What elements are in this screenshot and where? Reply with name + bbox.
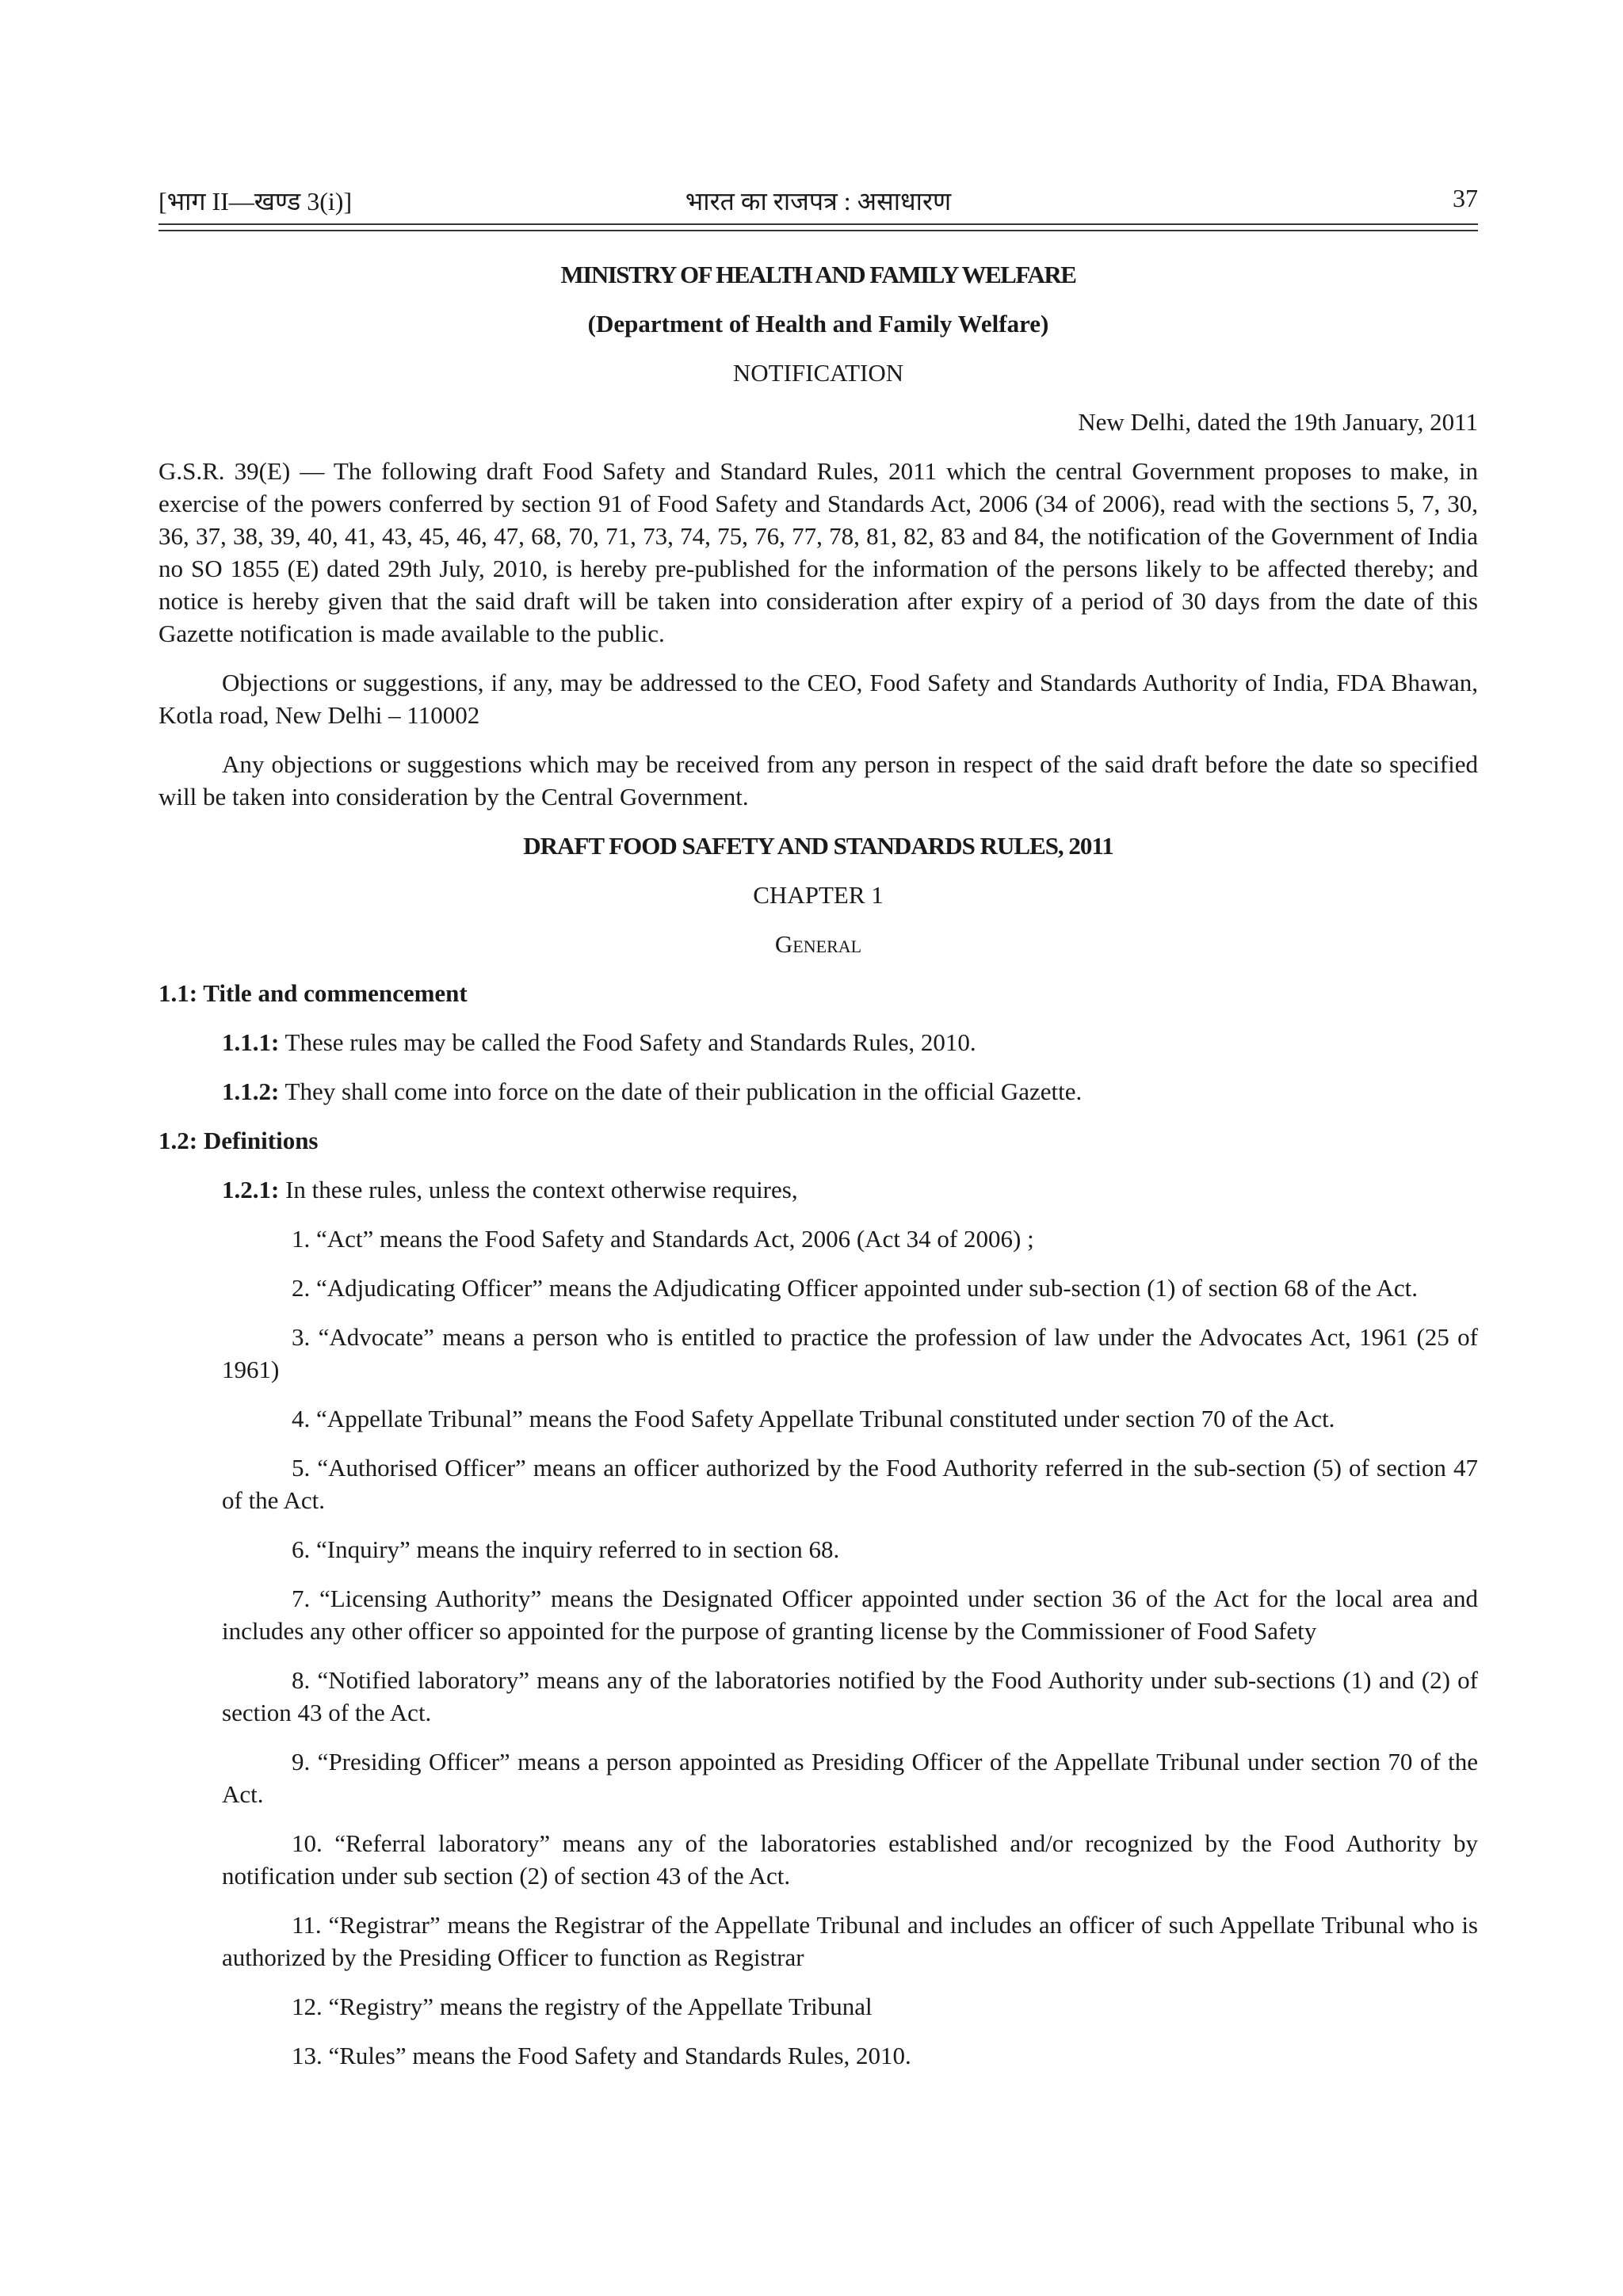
definition-item: 12. “Registry” means the registry of the Appellate Tribunal [292,1993,873,2020]
chapter-subtitle [158,928,1478,960]
department-title: (Department of Health and Family Welfare) [587,310,1049,338]
consideration-paragraph: Any objections or suggestions which may be received from any person in respect of the said draft before the date so specified will be taken into consideration by the Central Government. [158,750,1478,810]
intro-paragraph: G.S.R. 39(E) — The following draft Food Safety and Standard Rules, 2011 which the central Government proposes to make, in exercise of the powers conferred by section 91 of Food Safety and Standards Act, 2006 (34 of 2006), read with the sections 5, 7, 30, 36, 37, 38, 39, 40, 41, 43, 45, 46, 47, 68, 70, 71, 73, 74, 75, 76, 77, 78, 81, 82, 83 and 84, the notification of the Government of India no SO 1855 (E) dated 29th July, 2010, is hereby pre-published for the information of the persons likely to be affected thereby; and notice is hereby given that the said draft will be taken into consideration after expiry of a period of 30 days from the date of this Gazette notification is made available to the public. [158,457,1478,647]
definition-item: 1. “Act” means the Food Safety and Standards Act, 2006 (Act 34 of 2006) ; [292,1225,1034,1253]
date-line: New Delhi, dated the 19th January, 2011 [1078,408,1478,436]
chapter-title: CHAPTER 1 [753,881,884,909]
definition-item: 13. “Rules” means the Food Safety and Standards Rules, 2010. [292,2042,911,2069]
rule-label: 1.1.1: [222,1028,280,1056]
header-page-number: 37 [1453,184,1478,212]
rule-1-1-1 [158,1026,1478,1058]
definition-item: 9. “Presiding Officer” means a person appointed as Presiding Officer of the Appellate Tribunal under section 70 of the Act. [222,1748,1478,1808]
definition-item: 6. “Inquiry” means the inquiry referred to in section 68. [292,1535,840,1563]
document-body [158,258,1478,2088]
definition-item: 5. “Authorised Officer” means an officer authorized by the Food Authority referred in the sub-section (5) of section 47 of the Act. [222,1454,1478,1514]
header-gazette-title: भारत का राजपत्र : असाधारण [685,187,952,215]
ministry-title: MINISTRY OF HEALTH AND FAMILY WELFARE [560,261,1076,288]
rule-text: In these rules, unless the context otherwise requires, [279,1176,798,1203]
rule-label: 1.2.1: [222,1176,280,1203]
header-part-section: [भाग II—खण्ड 3(i)] [158,187,353,215]
definition-item: 7. “Licensing Authority” means the Designated Officer appointed under section 36 of the Act for the local area and includes any other officer so appointed for the purpose of granting license by the Commissioner of Food Safety [222,1585,1478,1645]
rule-label: 1.1.2: [222,1077,280,1105]
definition-item: 11. “Registrar” means the Registrar of the Appellate Tribunal and includes an officer of such Appellate Tribunal who is authorized by the Presiding Officer to function as Registrar [222,1911,1478,1971]
header-rule-bottom [158,230,1478,231]
section-heading-definitions: 1.2: Definitions [158,1127,319,1154]
header-rule-top [158,223,1478,225]
definition-item: 2. “Adjudicating Officer” means the Adjudicating Officer appointed under sub-section (1) of section 68 of the Act. [292,1274,1418,1302]
objections-paragraph: Objections or suggestions, if any, may be addressed to the CEO, Food Safety and Standards Authority of India, FDA Bhawan, Kotla road, New Delhi – 110002 [158,669,1478,729]
notification-label: NOTIFICATION [732,359,904,387]
rule-text: These rules may be called the Food Safety and Standards Rules, 2010. [279,1028,976,1056]
definition-item: 4. “Appellate Tribunal” means the Food Safety Appellate Tribunal constituted under section 70 of the Act. [292,1405,1335,1432]
page-header [158,184,1478,225]
definition-item: 8. “Notified laboratory” means any of the laboratories notified by the Food Authority under sub-sections (1) and (2) of section 43 of the Act. [222,1666,1478,1726]
definition-item: 3. “Advocate” means a person who is entitled to practice the profession of law under the Advocates Act, 1961 (25 of 1961) [222,1323,1478,1383]
section-heading-title-commencement: 1.1: Title and commencement [158,979,468,1007]
definition-item: 10. “Referral laboratory” means any of the laboratories established and/or recognized by the Food Authority by notification under sub section (2) of section 43 of the Act. [222,1829,1478,1890]
draft-rules-title: DRAFT FOOD SAFETY AND STANDARDS RULES, 2011 [523,832,1113,860]
rule-1-2-1 [158,1173,1478,1206]
rule-text: They shall come into force on the date of their publication in the official Gazette. [279,1077,1083,1105]
chapter-subtitle-text: General [774,930,862,958]
rule-1-1-2 [158,1075,1478,1108]
gazette-page [158,0,1478,2296]
